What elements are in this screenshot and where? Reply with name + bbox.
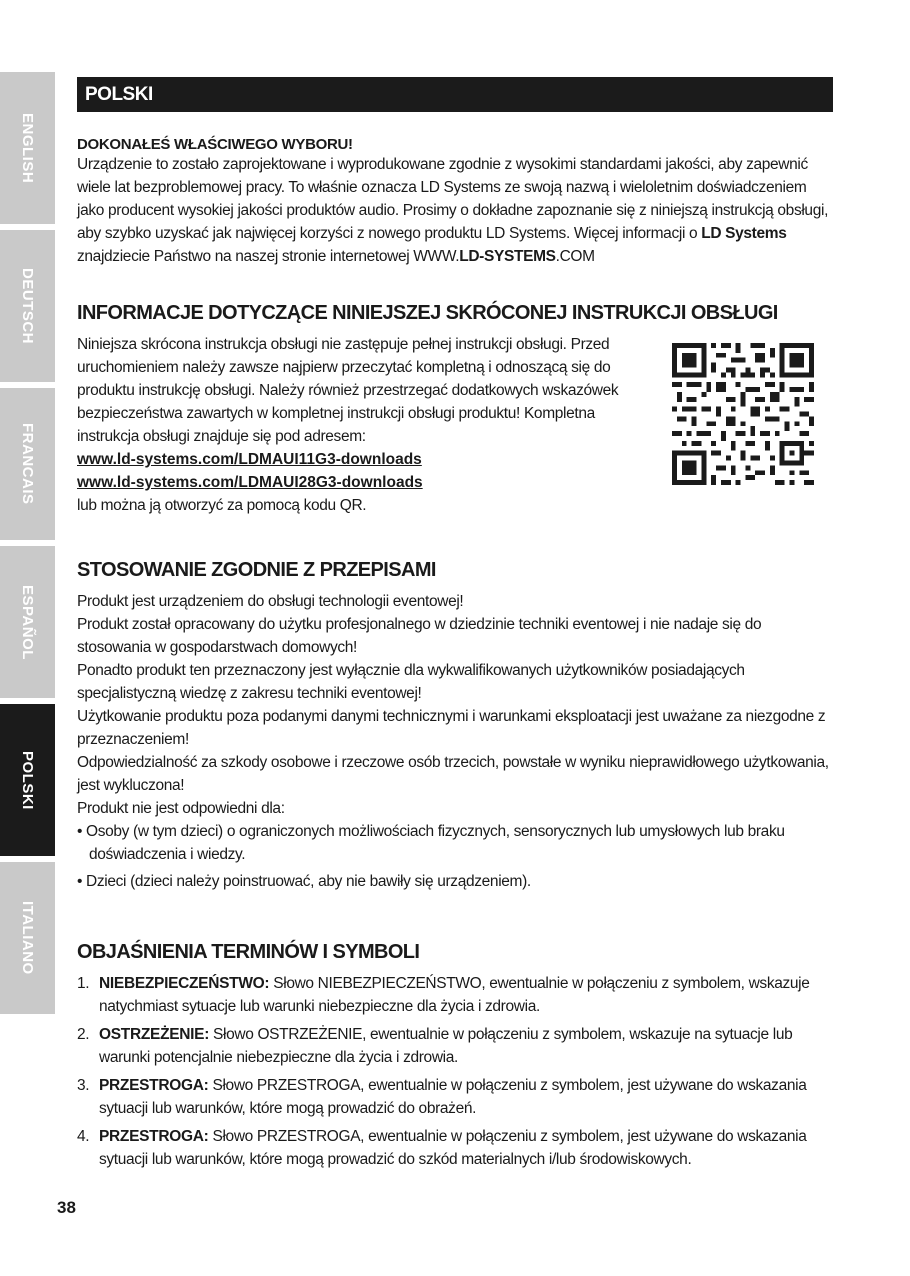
item-number: 3. xyxy=(77,1077,90,1094)
item-term: PRZESTROGA: xyxy=(99,1128,209,1145)
usage-paragraph: Produkt nie jest odpowiedni dla: xyxy=(77,800,285,817)
intro-line1: Urządzenie to zostało zaprojektowane i wyprodukowane zgodnie z wysokimi standardami jakości, aby zapewnić wiele lat bezproblemowej pracy. To właśnie oznacza LD Systems ze swoją nazwą i wieloletnim doświadczeniem jako producent wysokiej jakości produktów audio. Prosimy o dokładne zapoznanie się z niniejszą instrukcją obsługi, aby szybko uzyskać jak najwięcej korzyści z nowego produktu LD Systems. Więcej informacji o xyxy=(77,156,829,242)
page-content xyxy=(77,77,833,1176)
info-after: lub można ją otworzyć za pomocą kodu QR. xyxy=(77,497,367,514)
usage-heading: STOSOWANIE ZGODNIE Z PRZEPISAMI xyxy=(77,559,436,581)
intro-line2: znajdziecie Państwo na naszej stronie internetowej WWW. xyxy=(77,248,460,265)
tab-label: POLSKI xyxy=(19,750,36,810)
usage-section xyxy=(77,559,833,893)
qr-code-icon[interactable] xyxy=(672,343,814,485)
list-item xyxy=(77,1023,833,1069)
usage-bullet: • Osoby (w tym dzieci) o ograniczonych możliwościach fizycznych, sensorycznych lub umysłowych lub braku doświadczenia i wiedzy. xyxy=(77,823,785,863)
item-text: Słowo OSTRZEŻENIE, ewentualnie w połączeniu z symbolem, wskazuje na sytuacje lub warunki potencjalnie niebezpieczne dla życia i zdrowia. xyxy=(99,1026,793,1066)
symbols-list xyxy=(77,972,833,1171)
tab-label: DEUTSCH xyxy=(19,267,36,344)
intro-site: LD-SYSTEMS xyxy=(459,248,556,265)
tab-label: ENGLISH xyxy=(19,112,36,184)
usage-paragraph: Użytkowanie produktu poza podanymi danymi technicznymi i warunkami eksploatacji jest uważane za niezgodne z przeznaczeniem! xyxy=(77,708,826,748)
list-item xyxy=(77,1125,833,1171)
tab-label: ITALIANO xyxy=(19,901,36,975)
list-item xyxy=(77,1074,833,1120)
page-number: 38 xyxy=(57,1198,76,1217)
intro-title: DOKONAŁEŚ WŁAŚCIWEGO WYBORU! xyxy=(77,136,353,153)
item-number: 1. xyxy=(77,975,90,992)
tab-espanol[interactable] xyxy=(0,546,55,698)
usage-paragraph: Produkt jest urządzeniem do obsługi technologii eventowej! xyxy=(77,593,464,610)
symbols-section xyxy=(77,941,833,1171)
tab-label: ESPAÑOL xyxy=(19,584,36,660)
tab-label: FRANCAIS xyxy=(19,423,36,505)
usage-paragraph: Ponadto produkt ten przeznaczony jest wyłącznie dla wykwalifikowanych użytkowników posiadających specjalistyczną wiedzę z zakresu techniki eventowej! xyxy=(77,662,745,702)
info-section xyxy=(77,302,833,517)
usage-paragraph: Odpowiedzialność za szkody osobowe i rzeczowe osób trzecich, powstałe w wyniku nieprawidłowego użytkowania, jest wykluczona! xyxy=(77,754,829,794)
item-text: Słowo PRZESTROGA, ewentualnie w połączeniu z symbolem, jest używane do wskazania sytuacji lub warunków, które mogą prowadzić do obrażeń. xyxy=(99,1077,807,1117)
symbols-heading: OBJAŚNIENIA TERMINÓW I SYMBOLI xyxy=(77,941,420,963)
tab-deutsch[interactable] xyxy=(0,230,55,382)
info-heading: INFORMACJE DOTYCZĄCE NINIEJSZEJ SKRÓCONEJ INSTRUKCJI OBSŁUGI xyxy=(77,302,778,324)
tab-italiano[interactable] xyxy=(0,862,55,1014)
item-number: 2. xyxy=(77,1026,90,1043)
item-term: OSTRZEŻENIE: xyxy=(99,1026,210,1043)
tab-francais[interactable] xyxy=(0,388,55,540)
intro-text xyxy=(77,153,833,268)
download-link-2[interactable]: www.ld-systems.com/LDMAUI28G3-downloads xyxy=(77,474,423,491)
item-text: Słowo PRZESTROGA, ewentualnie w połączeniu z symbolem, jest używane do wskazania sytuacji lub warunków, które mogą prowadzić do szkód materialnych i/lub środowiskowych. xyxy=(99,1128,807,1168)
item-term: PRZESTROGA: xyxy=(99,1077,209,1094)
list-item xyxy=(77,972,833,1018)
usage-paragraph: Produkt został opracowany do użytku profesjonalnego w dziedzinie techniki eventowej i nie nadaje się do stosowania w gospodarstwach domowych! xyxy=(77,616,762,656)
intro-line3: .COM xyxy=(555,248,595,265)
tab-english[interactable] xyxy=(0,72,55,224)
tab-polski[interactable] xyxy=(0,704,55,856)
download-link-1[interactable]: www.ld-systems.com/LDMAUI11G3-downloads xyxy=(77,451,422,468)
usage-bullet: • Dzieci (dzieci należy poinstruować, aby nie bawiły się urządzeniem). xyxy=(77,873,531,890)
item-term: NIEBEZPIECZEŃSTWO: xyxy=(99,975,270,992)
intro-brand: LD Systems xyxy=(701,225,787,242)
language-header: POLSKI xyxy=(77,77,833,112)
item-text: Słowo NIEBEZPIECZEŃSTWO, ewentualnie w połączeniu z symbolem, wskazuje natychmiast sytuacje lub warunki niebezpieczne dla życia i zdrowia. xyxy=(99,975,810,1015)
item-number: 4. xyxy=(77,1128,90,1145)
info-text: Niniejsza skrócona instrukcja obsługi nie zastępuje pełnej instrukcji obsługi. Przed uruchomieniem należy zawsze najpierw przeczytać kompletną i odnoszącą się do produktu instrukcję obsługi. Należy również przestrzegać dodatkowych wskazówek bezpieczeństwa zawartych w kompletnej instrukcji obsługi produktu! Kompletna instrukcja obsługi znajduje się pod adresem: xyxy=(77,336,619,445)
